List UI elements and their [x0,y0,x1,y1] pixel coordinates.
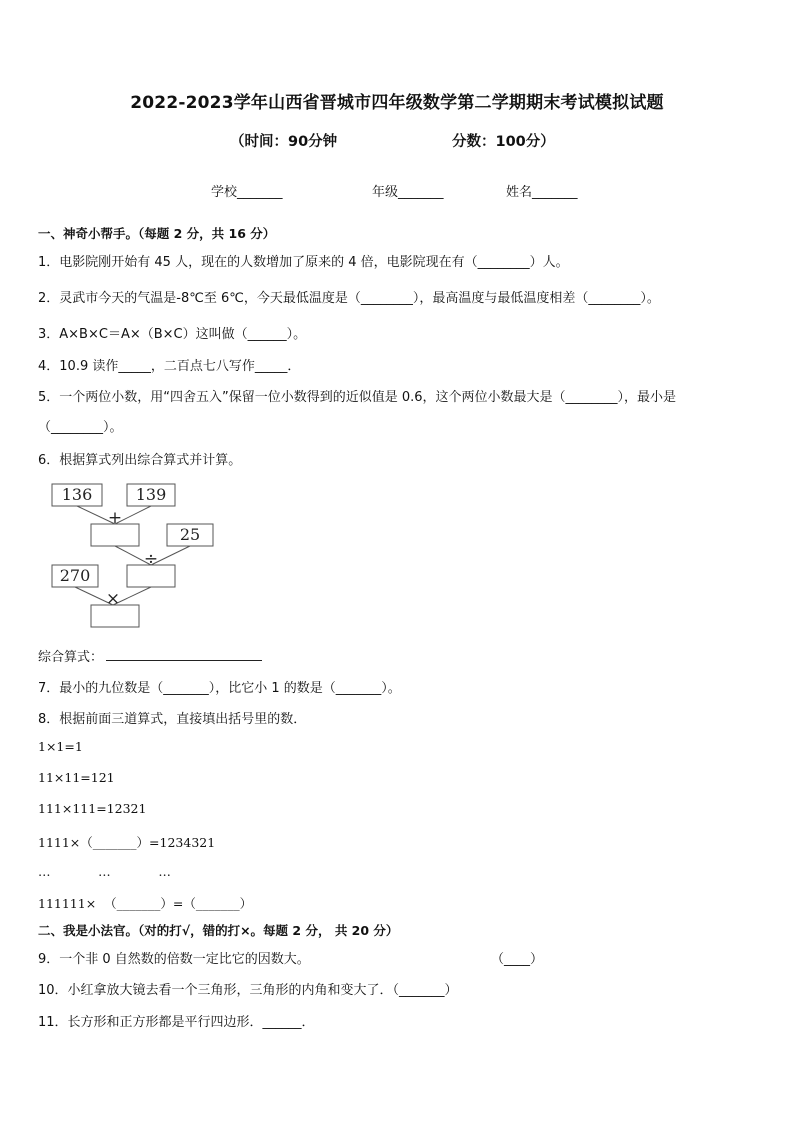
school-field: 学校_______ [211,185,283,200]
question-9-blank: （____） [491,952,544,967]
question-10: 10．小红拿放大镜去看一个三角形，三角形的内角和变大了．（_______） [38,983,458,998]
equation-1: 1×1=1 [38,739,83,754]
equation-2: 11×11=121 [38,770,115,785]
question-7: 7．最小的九位数是（_______），比它小 1 的数是（_______）。 [38,681,401,696]
equation-4: 1111×（_______）=1234321 [38,835,216,850]
equation-5: 111111× （_______）=（_______） [38,896,253,911]
question-6: 6．根据算式列出综合算式并计算。 [38,453,242,468]
name-field: 姓名_______ [506,185,578,200]
question-8: 8．根据前面三道算式，直接填出括号里的数． [38,712,307,727]
number-136: 136 [61,485,93,504]
ellipsis-row: … … … [38,864,171,879]
exam-time: （时间：90分钟 [230,134,338,150]
plus-sign: + [107,508,123,528]
answer-line [106,660,262,661]
exam-score: 分数：100分） [452,134,555,150]
number-139: 139 [135,485,167,504]
question-2: 2．灵武市今天的气温是-8℃至 6℃，今天最低温度是（________），最高温度与最低温度相差（________）。 [38,291,660,306]
section-2-heading: 二、我是小法官。（对的打√，错的打×。每题 2 分， 共 20 分） [38,923,399,938]
times-sign: × [105,589,121,609]
page-title: 2022-2023学年山西省晋城市四年级数学第二学期期末考试模拟试题 [130,93,664,113]
question-3: 3．A×B×C＝A×（B×C）这叫做（______）。 [38,327,307,342]
equation-3: 111×111=12321 [38,801,147,816]
grade-field: 年级_______ [372,185,444,200]
question-5-line-2: （________）。 [38,420,123,435]
section-1-heading: 一、神奇小帮手。（每题 2 分，共 16 分） [38,226,276,241]
question-1: 1．电影院刚开始有 45 人，现在的人数增加了原来的 4 倍，电影院现在有（________）人。 [38,255,569,270]
calculation-flow-diagram [47,481,201,631]
divide-sign: ÷ [143,549,159,569]
question-6-answer-label: 综合算式： [38,650,104,665]
question-4: 4．10.9 读作_____，二百点七八写作_____． [38,359,301,374]
number-25: 25 [179,525,201,544]
question-5-line-1: 5．一个两位小数，用“四舍五入”保留一位小数得到的近似值是 0.6，这个两位小数最大是（________），最小是 [38,390,677,405]
number-270: 270 [59,566,91,585]
question-9: 9．一个非 0 自然数的倍数一定比它的因数大。 [38,952,310,967]
question-11: 11．长方形和正方形都是平行四边形．______． [38,1015,315,1030]
